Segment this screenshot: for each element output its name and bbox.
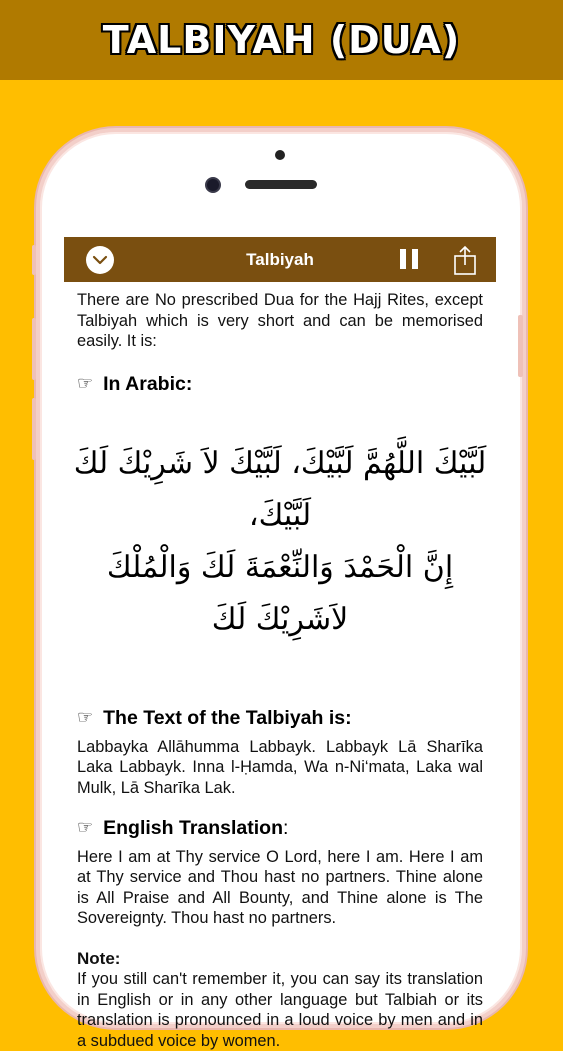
arabic-heading (77, 374, 483, 395)
phone-camera (205, 177, 221, 193)
phone-volume-down-button (32, 398, 36, 460)
translation-heading (77, 818, 483, 839)
phone-speaker (245, 180, 317, 189)
phone-volume-up-button (32, 318, 36, 380)
pause-icon[interactable] (400, 249, 418, 269)
text-heading (77, 708, 483, 729)
pointing-hand-icon: ☞ (77, 817, 94, 838)
translation-heading-label: English Translation (103, 817, 284, 839)
top-banner (0, 0, 563, 80)
pointing-hand-icon: ☞ (77, 372, 94, 394)
arabic-line-1: لَبَّيْكَ اللَّهُمَّ لَبَّيْكَ، لَبَّيْكَ لاَ شَرِيْكَ لَكَ لَبَّيْكَ، (73, 446, 487, 533)
intro-text: There are No prescribed Dua for the Hajj Rites, except Talbiyah which is very short and can be memorised easily. It is: (77, 291, 483, 350)
arabic-heading-label: In Arabic: (103, 372, 193, 395)
text-heading-label: The Text of the Talbiyah is: (103, 707, 352, 729)
transliteration-text: Labbayka Allāhumma Labbayk. Labbayk Lā Sharīka Laka Labbayk. Inna l-Ḥamda, Wa n-Ni‘mata, Laka wal Mulk, Lā Sharīka Lak. (77, 737, 483, 797)
arabic-line-2: إِنَّ الْحَمْدَ وَالنِّعْمَةَ لَكَ وَالْمُلْكَ لاَشَرِيْكَ لَكَ (106, 550, 454, 637)
note-heading: Note: (77, 948, 121, 968)
app-screen (64, 237, 496, 1050)
pointing-hand-icon: ☞ (77, 707, 94, 728)
content-area (64, 282, 496, 1051)
arabic-text (73, 438, 487, 646)
phone-side-button (32, 245, 36, 275)
nav-title: Talbiyah (246, 250, 314, 269)
phone-sensor (275, 150, 285, 160)
banner-title: TALBIYAH (DUA) (102, 18, 461, 62)
share-icon[interactable] (453, 245, 477, 275)
phone-power-button (518, 315, 523, 377)
translation-heading-colon: : (283, 817, 289, 839)
navigation-bar (64, 237, 496, 282)
note-text: If you still can't remember it, you can say its translation in English or in any other language but Talbiah or its translation is pronounced in a loud voice by men and in a subdued voice by women. (77, 970, 483, 1050)
translation-text: Here I am at Thy service O Lord, here I am. Here I am at Thy service and Thou hast no partners. Thine alone is All Praise and All Bounty, and Thine alone is The Sovereignty. Thou hast no partners. (77, 847, 483, 927)
